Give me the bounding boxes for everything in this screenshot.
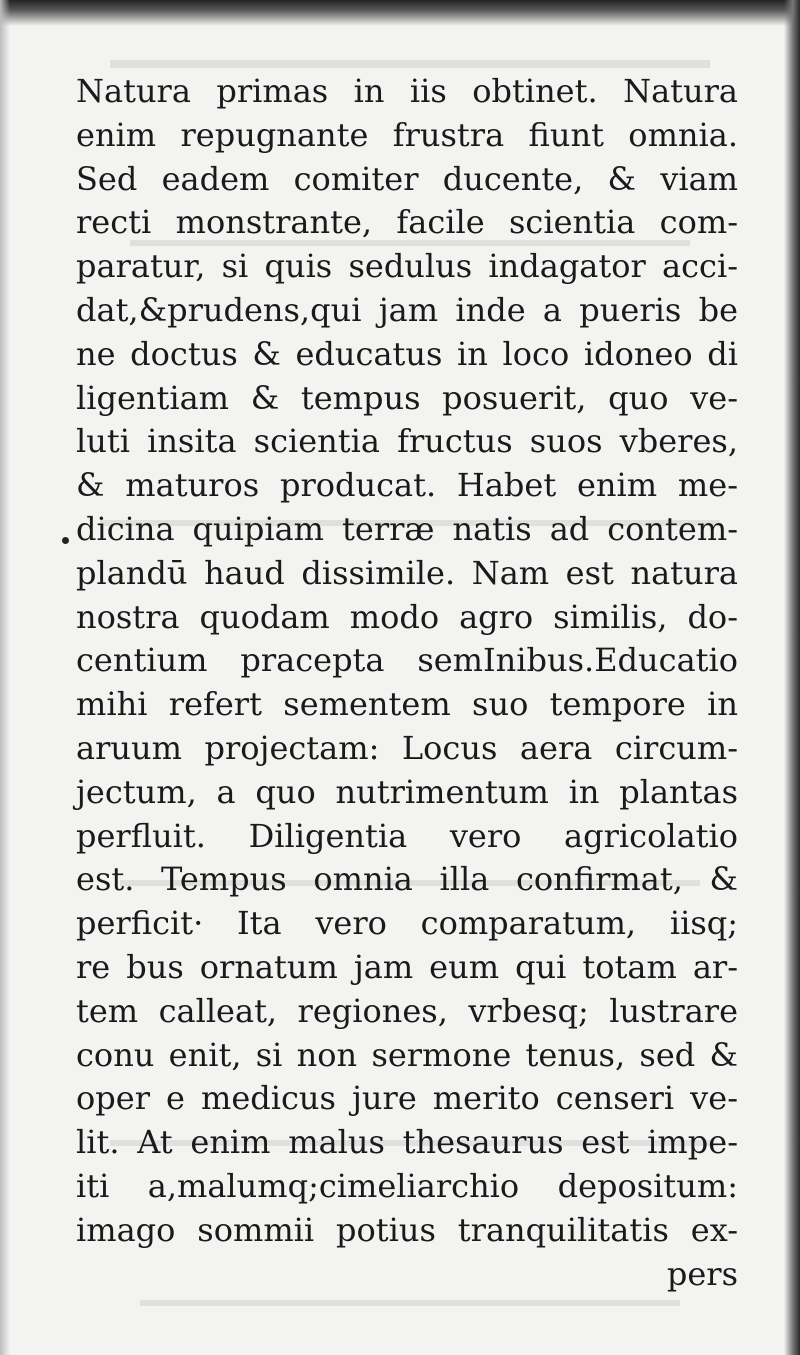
text-line: est. Tempus omnia illa confirmat, & xyxy=(76,860,738,899)
text-line: perficit· Ita vero comparatum, iisq; xyxy=(76,904,738,943)
text-line: Sed eadem comiter ducente, & viam xyxy=(76,159,738,198)
body-text xyxy=(76,70,738,1296)
text-line: imago sommii potius tranquilitatis ex- xyxy=(76,1210,738,1249)
text-line: recti monstrante, facile scientia com- xyxy=(76,203,738,242)
text-line: re bus ornatum jam eum qui totam ar- xyxy=(76,947,738,986)
catchword: pers xyxy=(666,1254,738,1293)
margin-mark xyxy=(62,537,69,544)
text-line: aruum projectam: Locus aera circum- xyxy=(76,728,738,767)
text-line: luti insita scientia fructus suos vberes, xyxy=(76,422,738,461)
text-line: oper e medicus jure merito censeri ve- xyxy=(76,1079,738,1118)
text-line: tem calleat, regiones, vrbesq; lustrare xyxy=(76,991,738,1030)
text-line: enim repugnante frustra fiunt omnia. xyxy=(76,115,738,154)
text-line: dat,&prudens,qui jam inde a pueris be xyxy=(76,290,738,329)
text-line: Natura primas in iis obtinet. Natura xyxy=(76,72,738,110)
text-line: plandū haud dissimile. Nam est natura xyxy=(76,553,738,592)
text-line: mihi refert sementem suo tempore in xyxy=(76,685,738,724)
text-line: lit. At enim malus thesaurus est impe- xyxy=(76,1123,738,1162)
text-line: centium pracepta semInibus.Educatio xyxy=(76,641,738,680)
text-line: paratur, si quis sedulus indagator acci- xyxy=(76,247,738,286)
page-left-edge xyxy=(0,0,10,1355)
text-line: nostra quodam modo agro similis, do- xyxy=(76,597,738,636)
text-line: iti a,malumq;cimeliarchio depositum: xyxy=(76,1166,738,1205)
text-line: conu enit, si non sermone tenus, sed & xyxy=(76,1035,738,1074)
text-line: dicina quipiam terræ natis ad contem- xyxy=(76,509,738,548)
text-line: & maturos producat. Habet enim me- xyxy=(76,466,738,505)
text-line: jectum, a quo nutrimentum in plantas xyxy=(76,772,738,811)
text-line: ne doctus & educatus in loco idoneo di xyxy=(76,334,738,373)
page-right-shadow xyxy=(784,0,800,1355)
text-line: ligentiam & tempus posuerit, quo ve- xyxy=(76,378,738,417)
text-line: perfluit. Diligentia vero agricolatio xyxy=(76,816,738,855)
